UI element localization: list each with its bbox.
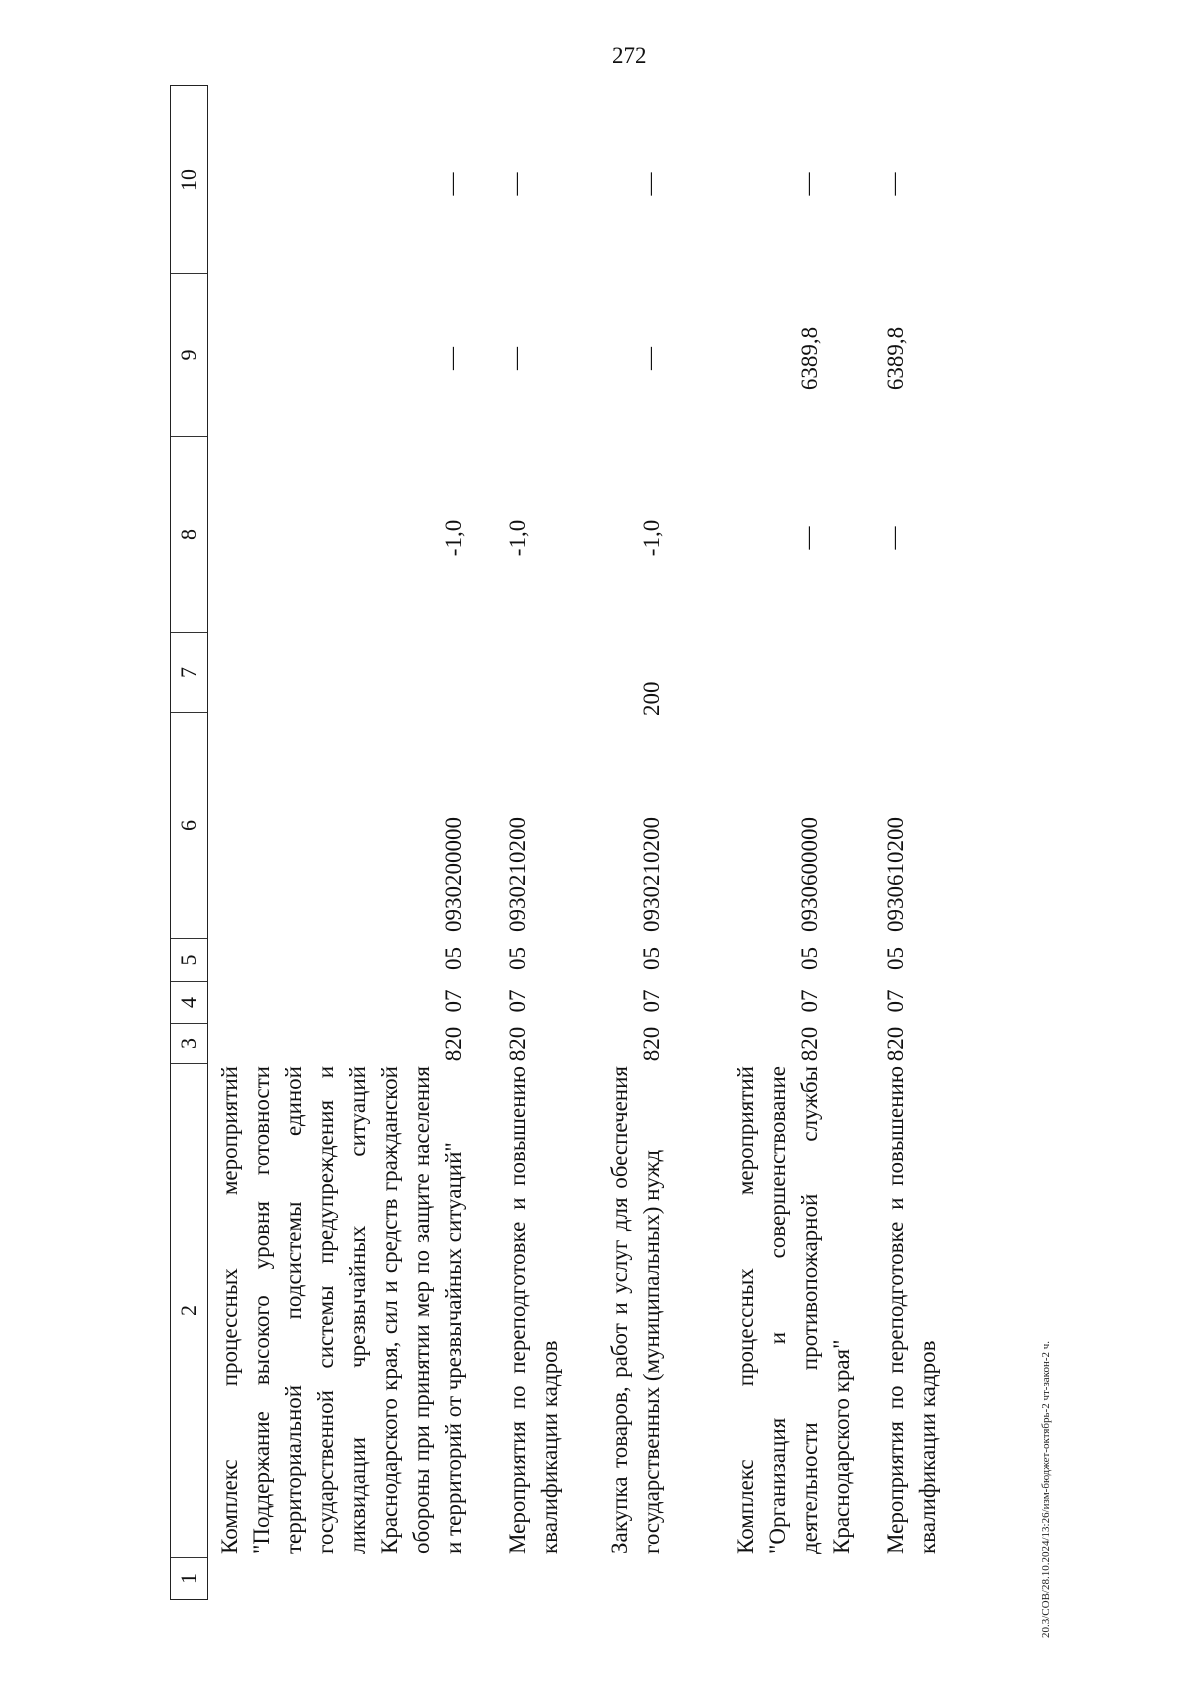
row-grbs: 820 [505,1026,530,1062]
row-section: 07 [639,989,664,1013]
row-col10: — [637,172,662,196]
row-name: Мероприятия по переподготовке и повышению квалификации кадров [505,1066,562,1554]
row-subsection: 05 [883,947,908,970]
header-col-3: 3 [171,1023,207,1063]
row-col9: — [637,347,662,370]
row-target-article: 0930610200 [883,817,908,932]
row-col8: — [881,526,906,550]
table-body [208,85,964,1600]
row-col10: — [881,172,906,196]
row-subsection: 05 [505,947,530,970]
row-subsection: 05 [441,947,466,970]
row-target-article: 0930600000 [797,817,822,932]
table-row [874,85,964,1600]
row-name: Комплекс процессных мероприятий "Организация и совершенствование деятельности противопожарной службы Краснодарского края" [733,1066,854,1554]
row-col10: — [503,172,528,196]
row-subsection: 05 [797,947,822,970]
document-stamp: 20.3/СОВ/28.10.2024/13:26/изм-бюджет-октябрь-2 чт-закон-2 ч. [1040,1340,1052,1638]
budget-table [170,80,1070,1600]
table-row [496,85,598,1600]
row-subsection: 05 [639,947,664,970]
row-col9: — [503,347,528,370]
table-row [208,85,496,1600]
header-col-1: 1 [171,1557,207,1599]
row-section: 07 [797,989,822,1013]
row-name: Мероприятия по переподготовке и повышению квалификации кадров [883,1066,940,1554]
row-col10: — [795,172,820,196]
header-col-7: 7 [171,632,207,712]
row-expense-type: 200 [639,681,664,716]
row-col8: -1,0 [441,519,466,557]
row-name: Закупка товаров, работ и услуг для обеспечения государственных (муниципальных) нужд [607,1066,664,1554]
row-col8: -1,0 [639,519,664,557]
header-col-10: 10 [176,169,201,191]
page-number: 272 [612,43,647,68]
row-col8: -1,0 [505,519,530,557]
row-grbs: 820 [441,1026,466,1062]
header-col-4: 4 [171,981,207,1023]
row-grbs: 820 [883,1026,908,1062]
table-row [598,85,724,1600]
row-target-article: 0930210200 [639,817,664,932]
row-col10: — [439,172,464,196]
row-col8: — [795,526,820,550]
row-section: 07 [505,989,530,1013]
row-section: 07 [883,989,908,1013]
header-col-2: 2 [171,1063,207,1557]
row-section: 07 [441,989,466,1013]
header-col-5: 5 [171,938,207,981]
header-col-9: 9 [171,273,207,436]
row-grbs: 820 [639,1026,664,1062]
row-target-article: 0930210200 [505,817,530,932]
header-col-8: 8 [171,436,207,632]
row-grbs: 820 [797,1026,822,1062]
row-col9: 6389,8 [797,326,822,391]
row-col9: — [439,347,464,370]
header-col-6: 6 [171,712,207,938]
table-header [170,85,208,1600]
row-col9: 6389,8 [883,326,908,391]
row-target-article: 0930200000 [441,817,466,932]
row-name: Комплекс процессных мероприятий "Поддержание высокого уровня готовности территориальной подсистемы единой государственной системы предупреждения и ликвидации чрезвычайных ситуаций Краснодарского края, сил и средств гражданской обороны при принятии мер по защите населения и территорий от чрезвычайных ситуаций" [217,1066,466,1554]
table-row [724,85,874,1600]
